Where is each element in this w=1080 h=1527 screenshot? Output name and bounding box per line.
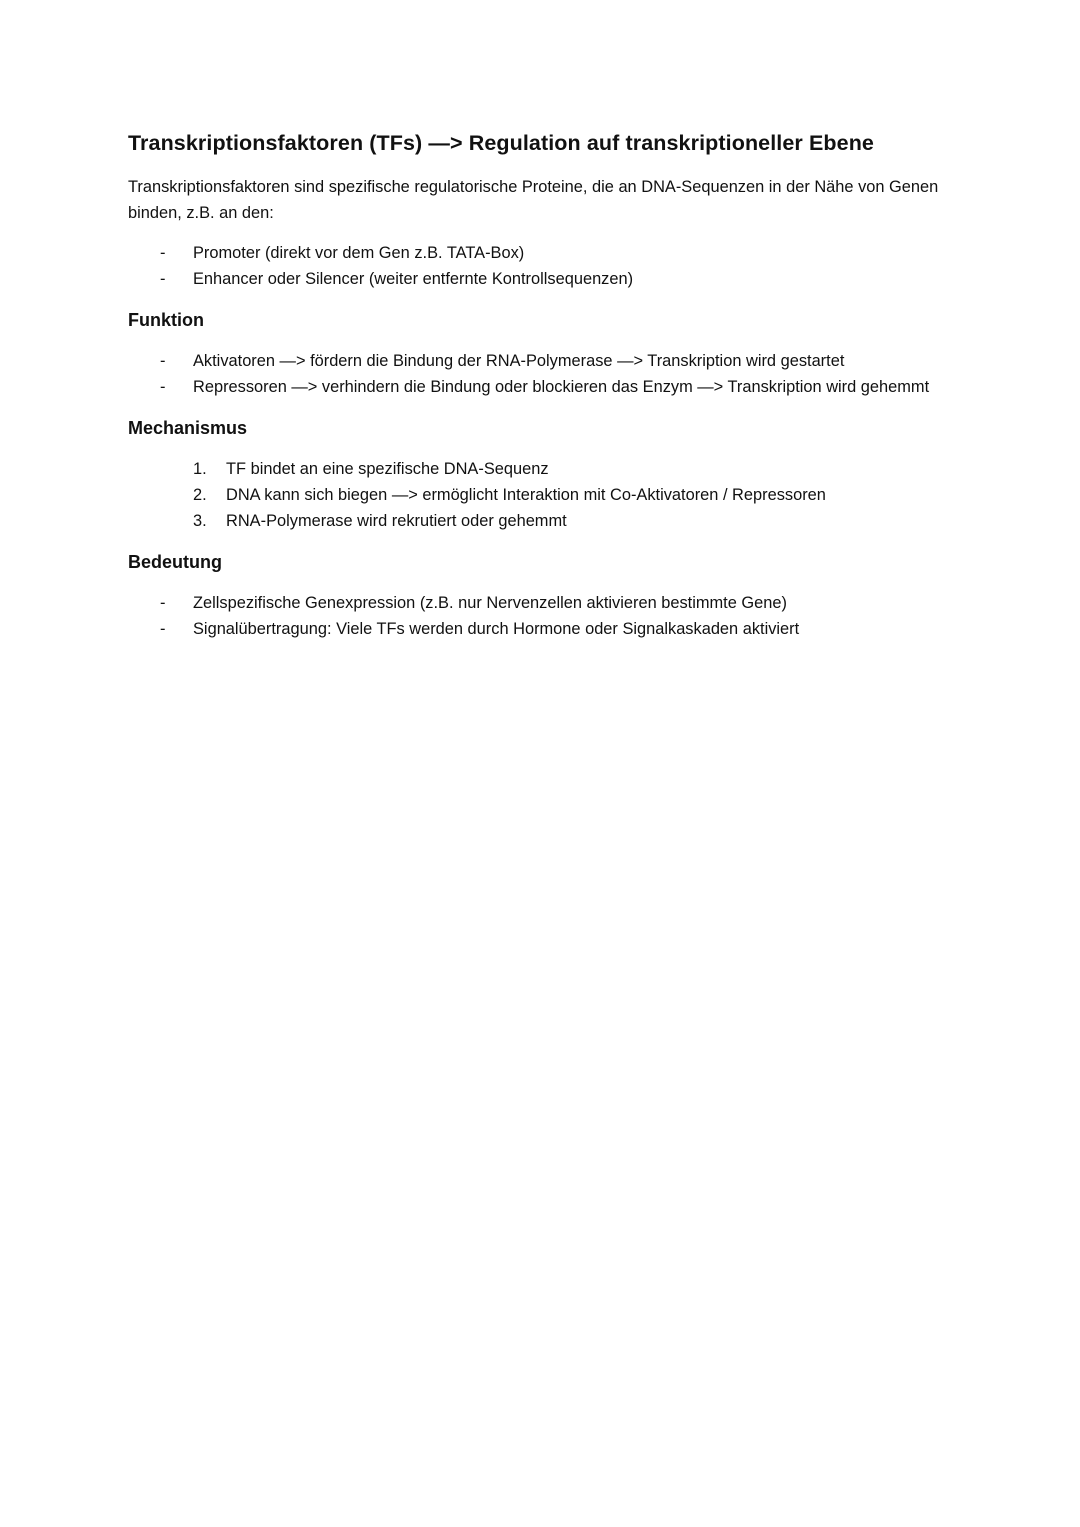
list-item-text: Signalübertragung: Viele TFs werden durch Hormone oder Signalkaskaden aktiviert	[193, 620, 800, 638]
list-item	[128, 374, 948, 400]
section-heading-bedeutung: Bedeutung	[128, 552, 222, 572]
list-item	[128, 240, 948, 266]
funktion-bullet-list	[128, 348, 948, 400]
list-item-text: Zellspezifische Genexpression (z.B. nur Nervenzellen aktivieren bestimmte Gene)	[193, 594, 787, 612]
bullet-marker: -	[160, 270, 166, 288]
list-item-text: Repressoren —> verhindern die Bindung oder blockieren das Enzym —> Transkription wird gehemmt	[193, 378, 930, 396]
list-item	[128, 616, 948, 642]
bedeutung-bullet-list	[128, 590, 948, 642]
bullet-marker: -	[160, 352, 166, 370]
list-item-text: DNA kann sich biegen —> ermöglicht Interaktion mit Co-Aktivatoren / Repressoren	[226, 486, 826, 504]
list-item-text: RNA-Polymerase wird rekrutiert oder gehemmt	[226, 512, 567, 530]
list-item-text: Promoter (direkt vor dem Gen z.B. TATA-Box)	[193, 244, 525, 262]
list-item	[128, 266, 948, 292]
list-number: 2.	[193, 486, 207, 504]
bullet-marker: -	[160, 620, 166, 638]
mechanismus-numbered-list	[128, 456, 948, 534]
list-item-text: Aktivatoren —> fördern die Bindung der RNA-Polymerase —> Transkription wird gestartet	[193, 352, 845, 370]
list-item-text: TF bindet an eine spezifische DNA-Sequenz	[226, 460, 549, 478]
bullet-marker: -	[160, 594, 166, 612]
list-item	[128, 348, 948, 374]
bullet-marker: -	[160, 378, 166, 396]
list-item	[128, 482, 948, 508]
document-title: Transkriptionsfaktoren (TFs) —> Regulation auf transkriptioneller Ebene	[128, 131, 874, 155]
intro-bullet-list	[128, 240, 948, 292]
intro-paragraph: Transkriptionsfaktoren sind spezifische regulatorische Proteine, die an DNA-Sequenzen in der Nähe von Genen binden, z.B. an den:	[128, 178, 939, 222]
list-item	[128, 508, 948, 534]
list-number: 1.	[193, 460, 207, 478]
bullet-marker: -	[160, 244, 166, 262]
document-page	[128, 126, 948, 642]
list-item	[128, 456, 948, 482]
list-number: 3.	[193, 512, 207, 530]
section-heading-funktion: Funktion	[128, 310, 204, 330]
list-item	[128, 590, 948, 616]
section-heading-mechanismus: Mechanismus	[128, 418, 248, 438]
list-item-text: Enhancer oder Silencer (weiter entfernte Kontrollsequenzen)	[193, 270, 634, 288]
